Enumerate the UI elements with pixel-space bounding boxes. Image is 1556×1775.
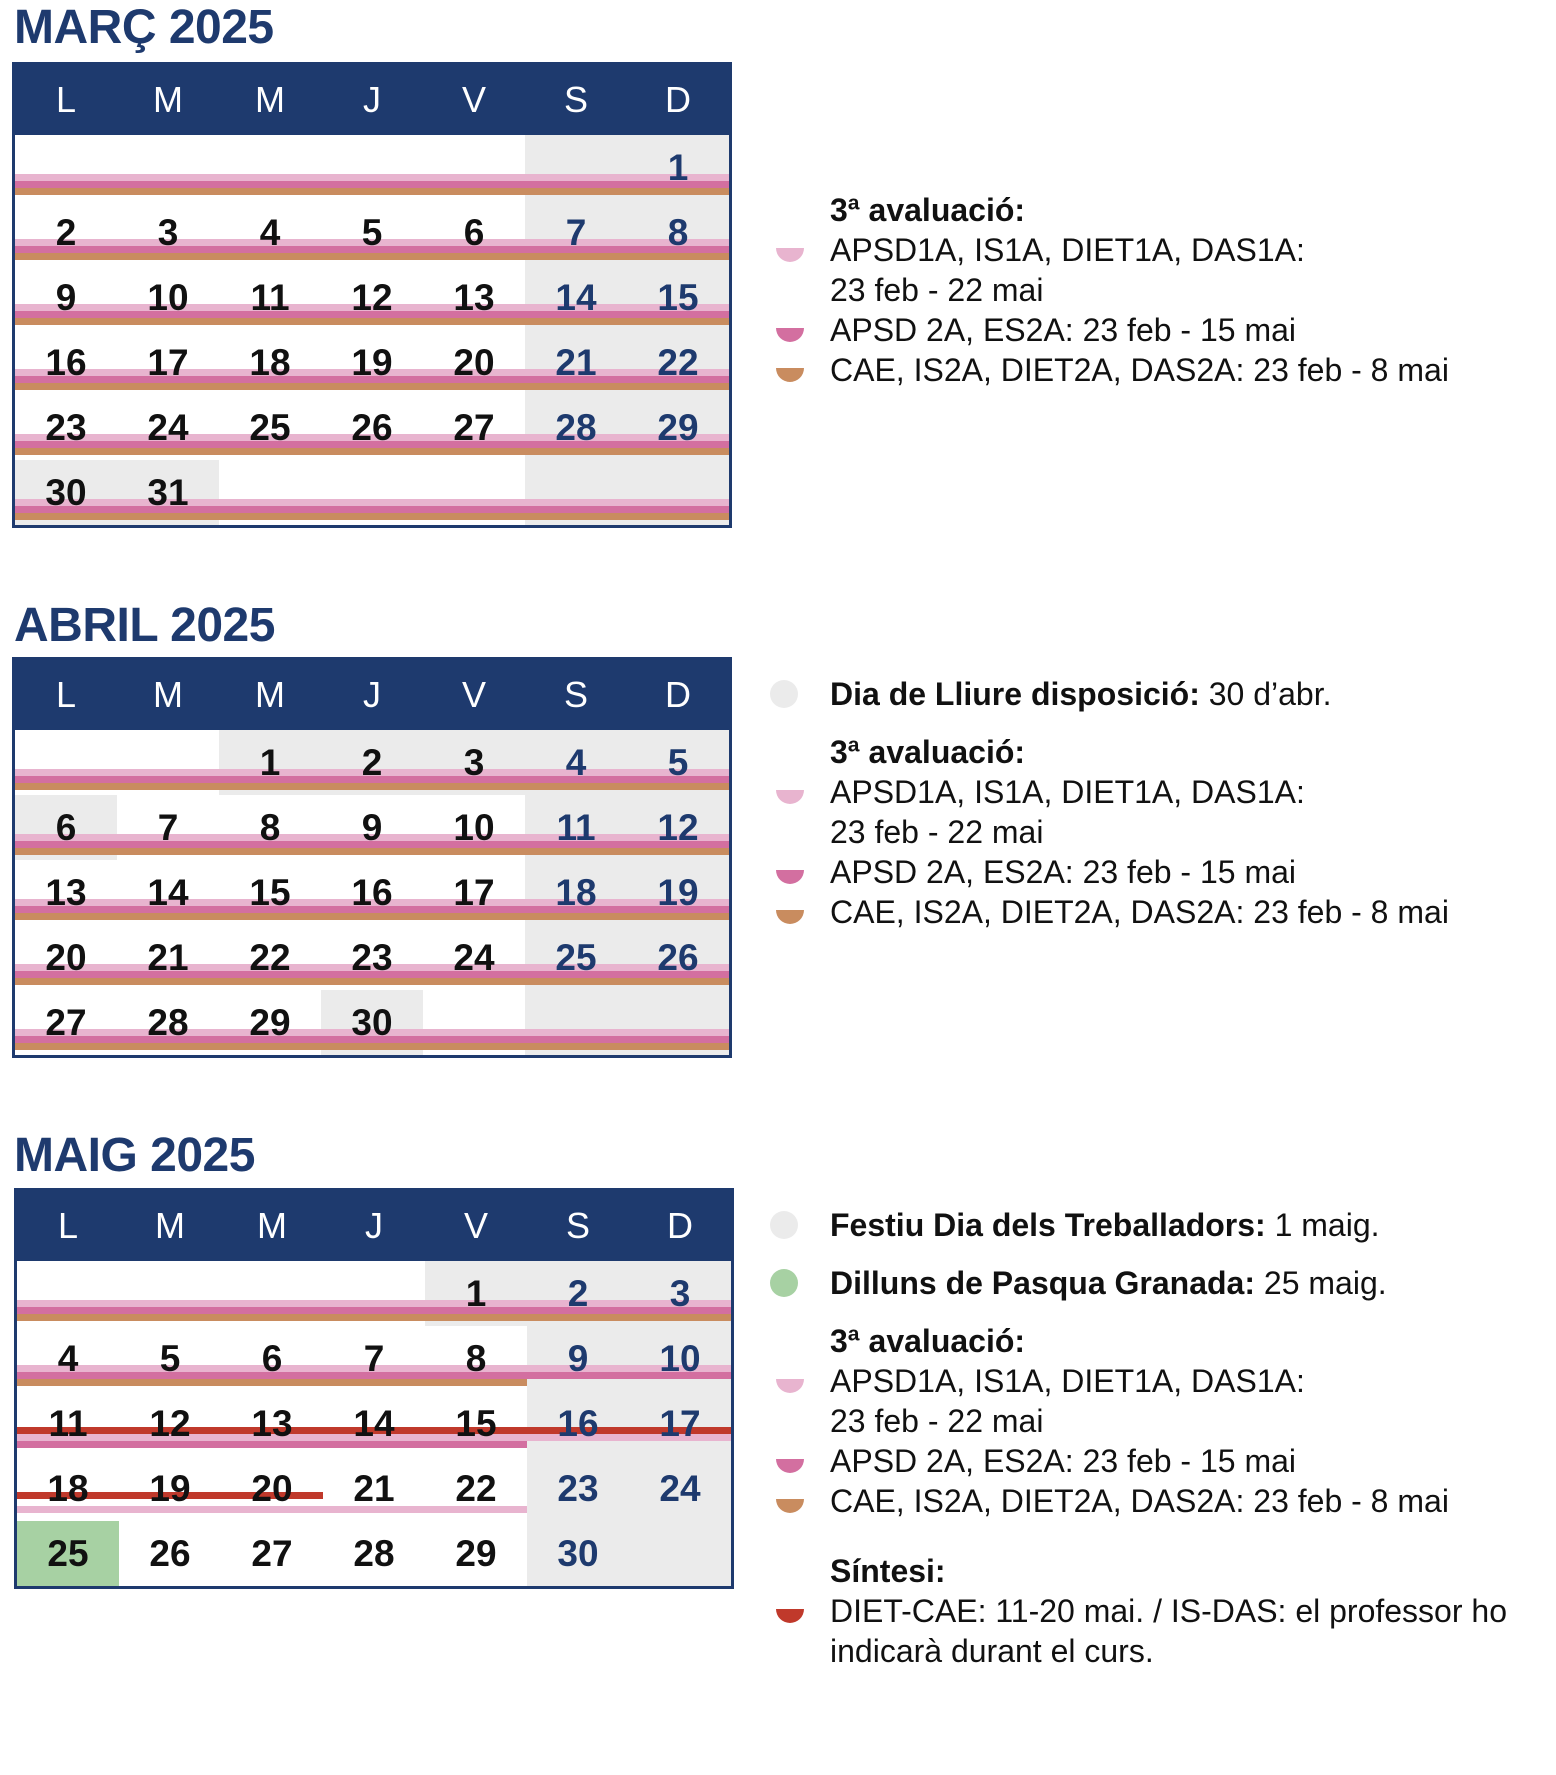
week-row [15, 200, 729, 265]
day-number: 17 [659, 1403, 701, 1444]
free-day-label: Dia de Lliure disposició: [830, 676, 1200, 712]
day-number: 23 [351, 937, 393, 978]
legend-eval-line3: CAE, IS2A, DIET2A, DAS2A: 23 feb - 8 mai [830, 1483, 1449, 1519]
day-number: 14 [555, 277, 597, 318]
day-cell [527, 1326, 629, 1391]
day-number: 3 [157, 212, 179, 253]
period-bar [15, 848, 729, 855]
grey-dot-icon [770, 1211, 798, 1239]
legend-eval-line1b: 23 feb - 22 mai [830, 272, 1044, 308]
week-row [15, 265, 729, 330]
orange-marker-icon [776, 1499, 804, 1513]
day-number: 15 [455, 1403, 497, 1444]
week-row [15, 795, 729, 860]
day-number: 4 [57, 1338, 79, 1379]
day-number: 5 [159, 1338, 181, 1379]
holiday-label: Festiu Dia dels Treballadors: [830, 1207, 1266, 1243]
day-number: 2 [55, 212, 77, 253]
period-bar [17, 1379, 527, 1386]
day-number: 8 [465, 1338, 487, 1379]
period-bar [17, 1300, 731, 1307]
weekday-label: V [461, 79, 486, 120]
period-bar [15, 181, 729, 188]
day-number: 6 [261, 1338, 283, 1379]
weekday-label: M [155, 1205, 185, 1246]
day-cell [17, 1521, 119, 1586]
synthesis-line2: indicarà durant el curs. [830, 1633, 1154, 1669]
legend-eval-line3: CAE, IS2A, DIET2A, DAS2A: 23 feb - 8 mai [830, 894, 1449, 930]
calendar-april [12, 657, 732, 1058]
period-bar [15, 783, 729, 790]
day-number: 19 [149, 1468, 191, 1509]
weekday-label: L [55, 79, 77, 120]
day-number: 14 [147, 872, 189, 913]
grey-dot-icon [770, 680, 798, 708]
day-number: 13 [251, 1403, 293, 1444]
day-number: 1 [465, 1273, 487, 1314]
day-cell [221, 1521, 323, 1586]
day-number: 25 [249, 407, 291, 448]
weekday-label: M [153, 79, 183, 120]
day-cell [527, 1456, 629, 1521]
day-number: 24 [453, 937, 495, 978]
day-number: 22 [657, 342, 699, 383]
day-number: 7 [565, 212, 587, 253]
day-number: 26 [351, 407, 393, 448]
legend-eval-line2: APSD 2A, ES2A: 23 feb - 15 mai [830, 854, 1297, 890]
day-number: 11 [556, 807, 596, 848]
light-pink-marker-icon [776, 1379, 804, 1393]
week-row [17, 1326, 731, 1391]
period-bar [15, 448, 729, 455]
day-number: 28 [147, 1002, 189, 1043]
day-number: 27 [45, 1002, 87, 1043]
legend-eval-heading: 3ª avaluació: [830, 734, 1026, 770]
legend-eval-line2: APSD 2A, ES2A: 23 feb - 15 mai [830, 1443, 1297, 1479]
day-number: 8 [259, 807, 281, 848]
day-number: 18 [249, 342, 291, 383]
weekday-label: L [55, 674, 77, 715]
weekday-header [15, 65, 729, 135]
weekday-label: S [565, 1205, 590, 1246]
day-number: 22 [455, 1468, 497, 1509]
weekday-label: M [153, 674, 183, 715]
weekday-label: D [665, 79, 691, 120]
day-number: 22 [249, 937, 291, 978]
day-number: 16 [351, 872, 393, 913]
week-row [15, 860, 729, 925]
day-number: 16 [45, 342, 87, 383]
day-number: 5 [667, 742, 689, 783]
day-number: 4 [259, 212, 281, 253]
period-bar [17, 1314, 731, 1321]
day-number: 12 [149, 1403, 191, 1444]
day-number: 28 [555, 407, 597, 448]
orange-marker-icon [776, 368, 804, 382]
day-number: 11 [48, 1403, 88, 1444]
day-number: 10 [659, 1338, 701, 1379]
day-number: 17 [453, 872, 495, 913]
week-row [15, 990, 729, 1055]
day-number: 14 [353, 1403, 395, 1444]
day-number: 5 [361, 212, 383, 253]
legend-march [770, 190, 1449, 390]
day-number: 24 [659, 1468, 701, 1509]
month-title-may: MAIG 2025 [14, 1129, 255, 1182]
day-number: 3 [463, 742, 485, 783]
day-cell [527, 1521, 629, 1586]
legend-eval-line2: APSD 2A, ES2A: 23 feb - 15 mai [830, 312, 1297, 348]
day-number: 29 [249, 1002, 291, 1043]
weekday-label: M [257, 1205, 287, 1246]
day-cell [119, 1521, 221, 1586]
calendar-march [12, 62, 732, 528]
legend-april [770, 674, 1449, 932]
pink-marker-icon [776, 1459, 804, 1473]
legend-eval-line3: CAE, IS2A, DIET2A, DAS2A: 23 feb - 8 mai [830, 352, 1449, 388]
day-number: 1 [259, 742, 281, 783]
empty-cell [629, 1521, 731, 1586]
light-pink-marker-icon [776, 248, 804, 262]
day-number: 29 [455, 1533, 497, 1574]
day-number: 23 [557, 1468, 599, 1509]
day-number: 9 [55, 277, 77, 318]
day-number: 24 [147, 407, 189, 448]
day-number: 20 [45, 937, 87, 978]
day-number: 25 [47, 1533, 89, 1574]
day-number: 21 [353, 1468, 395, 1509]
day-number: 27 [251, 1533, 293, 1574]
day-number: 10 [147, 277, 189, 318]
week-row [17, 1261, 731, 1326]
holiday-value: 1 maig. [1265, 1207, 1380, 1243]
week-row [17, 1391, 731, 1456]
day-number: 20 [453, 342, 495, 383]
period-bar [15, 253, 729, 260]
legend-eval-line1a: APSD1A, IS1A, DIET1A, DAS1A: [830, 232, 1305, 268]
weekday-header [17, 1191, 731, 1261]
legend-eval-heading: 3ª avaluació: [830, 192, 1026, 228]
day-number: 7 [363, 1338, 385, 1379]
month-title-march: MARÇ 2025 [14, 1, 274, 54]
week-row [15, 330, 729, 395]
day-number: 8 [667, 212, 689, 253]
week-row [15, 460, 729, 525]
synthesis-line1: DIET-CAE: 11-20 mai. / IS-DAS: el professor ho [830, 1593, 1507, 1629]
day-number: 4 [565, 742, 587, 783]
weekday-label: S [563, 674, 588, 715]
period-bar [15, 174, 729, 181]
day-number: 6 [55, 807, 77, 848]
day-number: 29 [657, 407, 699, 448]
pink-marker-icon [776, 870, 804, 884]
day-number: 6 [463, 212, 485, 253]
period-bar [15, 913, 729, 920]
calendar-may [14, 1188, 734, 1589]
day-number: 10 [453, 807, 495, 848]
orange-marker-icon [776, 910, 804, 924]
day-number: 25 [555, 937, 597, 978]
day-number: 19 [351, 342, 393, 383]
easter-value: 25 maig. [1255, 1265, 1387, 1301]
weekday-label: M [255, 674, 285, 715]
day-number: 30 [351, 1002, 393, 1043]
day-number: 15 [249, 872, 291, 913]
weekday-label: V [461, 674, 486, 715]
period-bar [15, 513, 729, 520]
period-bar [15, 499, 729, 506]
weekday-label: J [363, 79, 381, 120]
period-bar [15, 318, 729, 325]
day-number: 15 [657, 277, 699, 318]
day-number: 2 [361, 742, 383, 783]
weekday-label: J [363, 674, 381, 715]
day-number: 13 [453, 277, 495, 318]
legend-eval-line1b: 23 feb - 22 mai [830, 814, 1044, 850]
pink-marker-icon [776, 328, 804, 342]
day-number: 1 [667, 147, 689, 188]
free-day-value: 30 d’abr. [1199, 676, 1332, 712]
day-number: 3 [669, 1273, 691, 1314]
green-dot-icon [770, 1269, 798, 1297]
day-number: 2 [567, 1273, 589, 1314]
day-number: 9 [567, 1338, 589, 1379]
light-pink-marker-icon [776, 790, 804, 804]
weekday-header [15, 660, 729, 730]
weekday-label: L [57, 1205, 79, 1246]
day-number: 17 [147, 342, 189, 383]
month-title-april: ABRIL 2025 [14, 599, 275, 652]
day-number: 19 [657, 872, 699, 913]
red-marker-icon [776, 1609, 804, 1623]
day-number: 30 [557, 1533, 599, 1574]
day-number: 26 [149, 1533, 191, 1574]
week-row [15, 395, 729, 460]
day-cell [527, 1391, 629, 1456]
easter-label: Dilluns de Pasqua Granada: [830, 1265, 1255, 1301]
period-bar [15, 1043, 729, 1050]
day-number: 27 [453, 407, 495, 448]
day-number: 20 [251, 1468, 293, 1509]
legend-eval-line1a: APSD1A, IS1A, DIET1A, DAS1A: [830, 774, 1305, 810]
week-row [15, 925, 729, 990]
weekday-label: V [463, 1205, 488, 1246]
day-number: 18 [47, 1468, 89, 1509]
day-number: 11 [250, 277, 290, 318]
period-bar [15, 188, 729, 195]
day-number: 16 [557, 1403, 599, 1444]
day-cell [629, 1326, 731, 1391]
week-row [17, 1521, 731, 1586]
day-number: 7 [157, 807, 179, 848]
legend-eval-line1a: APSD1A, IS1A, DIET1A, DAS1A: [830, 1363, 1305, 1399]
period-bar [15, 506, 729, 513]
day-number: 28 [353, 1533, 395, 1574]
day-cell [629, 1456, 731, 1521]
period-bar [15, 978, 729, 985]
weekday-label: J [365, 1205, 383, 1246]
weekday-label: M [255, 79, 285, 120]
day-number: 18 [555, 872, 597, 913]
week-row [17, 1456, 731, 1521]
weekday-label: S [563, 79, 588, 120]
day-cell [629, 1391, 731, 1456]
week-row [15, 135, 729, 200]
day-number: 12 [351, 277, 393, 318]
day-number: 9 [361, 807, 383, 848]
day-number: 12 [657, 807, 699, 848]
day-number: 13 [45, 872, 87, 913]
legend-eval-heading: 3ª avaluació: [830, 1323, 1026, 1359]
day-cell [425, 1521, 527, 1586]
legend-eval-line1b: 23 feb - 22 mai [830, 1403, 1044, 1439]
day-number: 23 [45, 407, 87, 448]
period-bar [15, 383, 729, 390]
period-bar [17, 1307, 731, 1314]
synthesis-heading: Síntesi: [830, 1553, 946, 1589]
day-cell [323, 1521, 425, 1586]
weekday-label: D [667, 1205, 693, 1246]
day-number: 30 [45, 472, 87, 513]
weekday-label: D [665, 674, 691, 715]
day-number: 21 [147, 937, 189, 978]
day-number: 31 [147, 472, 189, 513]
legend-may [770, 1205, 1507, 1671]
week-row [15, 730, 729, 795]
day-number: 21 [555, 342, 597, 383]
day-number: 26 [657, 937, 699, 978]
